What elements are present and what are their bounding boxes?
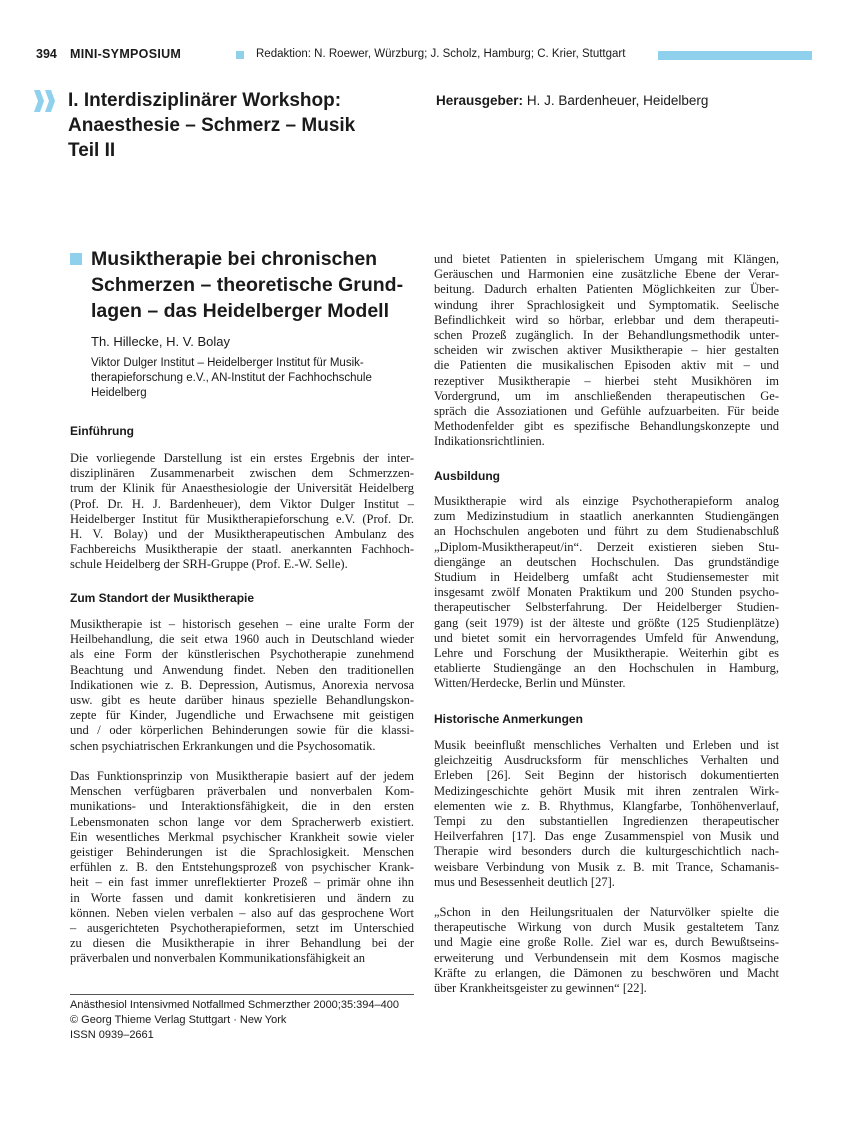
- text-line: H. V. Bolay) und der Musiktherapeutischen Ambulanz des: [70, 527, 414, 542]
- text-line: Beachtung und Anwendung findet. Neben den traditionellen: [70, 662, 414, 677]
- paragraph-historisch-quote: [434, 905, 779, 996]
- heading-historische-anmerkungen: Historische Anmerkungen: [434, 712, 583, 726]
- text-line: windung ihrer Sprachlosigkeit und Symptomatik. Seelische: [434, 297, 779, 312]
- text-line: insgesamt zwölf Monaten Praktikum und 200 Stunden psycho-: [434, 585, 779, 600]
- text-line: geistiger Behinderungen ist die Sprachlosigkeit. Menschen: [70, 845, 414, 860]
- text-line: gleichzeitig Ausdrucksform für menschliches Verhalten und: [434, 753, 779, 768]
- paragraph-ausbildung: [434, 494, 779, 692]
- paragraph-standort-continued: [434, 252, 779, 450]
- text-line: disziplinären Zusammenarbeit zwischen dem Schmerzzen-: [70, 466, 414, 481]
- text-line: elementen wie z. B. Rhythmus, Klangfarbe, Tonhöhenverlauf,: [434, 798, 779, 813]
- text-line: Menschen verfügbaren präverbalen und nonverbalen Kom-: [70, 784, 414, 799]
- text-line: diengänge an deutschen Hochschulen. Das grundständige: [434, 554, 779, 569]
- text-line: erweiterung und Verbundensein mit dem Kosmos magische: [434, 950, 779, 965]
- text-line: trum der Klinik für Anaesthesiologie der Universität Heidelberg: [70, 481, 414, 496]
- text-line: weisbare Verbindung von Musik z. B. mit Trance, Schamanis-: [434, 859, 779, 874]
- paragraph-einfuehrung: [70, 451, 414, 573]
- text-line: zu diesen die Musiktherapie in ihrer Behandlung bei der: [70, 936, 414, 951]
- text-line: die Patienten die musikalischen Episoden aktiv mit – und: [434, 358, 779, 373]
- text-line: und Magie eine große Rolle. Ziel war es, durch Bewußtseins-: [434, 935, 779, 950]
- text-line: Musik beeinflußt menschliches Verhalten und Erleben und ist: [434, 738, 779, 752]
- heading-ausbildung: Ausbildung: [434, 469, 500, 483]
- text-line: erfühlen z. B. den Entstehungsprozeß von psychischer Krank-: [70, 860, 414, 875]
- affiliation-line: therapieforschung e.V., AN-Institut der Fachhochschule: [91, 372, 372, 384]
- article-authors: Th. Hillecke, H. V. Bolay: [91, 334, 230, 349]
- text-line: scheiden wir zwischen aktiver Musiktherapie – hier gestalten: [434, 343, 779, 358]
- text-line: als eine Form der künstlerischen Psychotherapie zunehmend: [70, 647, 414, 662]
- text-line: usw. gibt es heute darüber hinaus spezielle Behandlungskon-: [70, 693, 414, 708]
- text-line: Die vorliegende Darstellung ist ein erstes Ergebnis der inter-: [70, 451, 414, 465]
- text-line: Witten/Herdecke, Berlin und Münster.: [434, 676, 626, 691]
- text-line: Ein wesentliches Merkmal psychischer Krankheit sowie vieler: [70, 829, 414, 844]
- text-line: Heilverfahren [17]. Das enge Zusammenspiel von Musik und: [434, 829, 779, 844]
- text-line: präverbalen und nonverbalen Kommunikationsfähigkeit an: [70, 951, 366, 966]
- publisher-value: H. J. Bardenheuer, Heidelberg: [526, 93, 709, 108]
- editors-line: Redaktion: N. Roewer, Würzburg; J. Scholz, Hamburg; C. Krier, Stuttgart: [256, 48, 626, 60]
- text-line: – ausgerichteten Psychotherapieformen, setzt im Unterschied: [70, 921, 414, 936]
- header-square-marker: [236, 51, 244, 59]
- text-line: an Hochschulen angeboten und führt zu dem Studienabschluß: [434, 524, 779, 539]
- header-accent-bar: [658, 51, 812, 60]
- article-square-marker: [70, 253, 82, 265]
- article-title: [91, 246, 421, 324]
- text-line: schule Heidelberg der SRH-Gruppe (Prof. E.-W. Selle).: [70, 557, 348, 572]
- article-title-line: lagen – das Heidelberger Modell: [91, 300, 390, 322]
- text-line: Heilbehandlung, die seit etwa 1960 auch in Deutschland wieder: [70, 632, 414, 647]
- workshop-title-line: Teil II: [68, 140, 116, 161]
- text-line: Medizingeschichte gehört Musik mit ihren zentralen Wirk-: [434, 783, 779, 798]
- text-line: mus und Besessenheit deutlich [27].: [434, 874, 615, 889]
- text-line: gang (seit 1979) ist der älteste und größte (125 Studienplätze): [434, 615, 779, 630]
- text-line: Indikationen wie z. B. Depression, Autismus, Anorexia nervosa: [70, 677, 414, 692]
- text-line: Geräuschen und Harmonien eine zusätzliche Ebene der Verar-: [434, 267, 779, 282]
- text-line: über Krankheitsgeister zu gewinnen“ [22].: [434, 981, 647, 996]
- text-line: Vordergrund, um im anschließenden therapeutischen Ge-: [434, 388, 779, 403]
- publisher-line: [436, 93, 708, 108]
- text-line: Erleben [26]. Seit Beginn der historisch dokumentierten: [434, 768, 779, 783]
- text-line: munikations- und Interaktionsfähigkeit, die in den ersten: [70, 799, 414, 814]
- citation-line: ISSN 0939–2661: [70, 1029, 154, 1041]
- text-line: Befindlichkeit wird so hörbar, erlebbar und dem therapeuti-: [434, 312, 779, 327]
- section-label: MINI-SYMPOSIUM: [70, 47, 182, 61]
- text-line: Methodenfelder gibt es spezifische Behandlungskonzepte und: [434, 419, 779, 434]
- text-line: und / oder körperlichen Behinderungen sowie für die klassi-: [70, 723, 414, 738]
- text-line: rezeptiver Musiktherapie – hierbei steht Musikhören im: [434, 373, 779, 388]
- affiliation-line: Heidelberg: [91, 387, 147, 399]
- journal-citation: [70, 998, 399, 1043]
- text-line: Lebensmonaten schon lange vor dem Spracherwerb existiert.: [70, 814, 414, 829]
- text-line: zepte für Kinder, Jugendliche und Erwachsene mit geistigen: [70, 708, 414, 723]
- text-line: beitung. Dadurch erhalten Patienten Möglichkeiten zur Über-: [434, 282, 779, 297]
- page-number: 394: [36, 47, 57, 61]
- text-line: Studium in Heidelberg umfaßt acht Studiensemester mit: [434, 570, 779, 585]
- paragraph-standort-1: [70, 617, 414, 754]
- text-line: Kräfte zu erlangen, die Dämonen zu beschwören und Macht: [434, 965, 779, 980]
- article-affiliation: [91, 356, 411, 401]
- text-line: Musiktherapie wird als einzige Psychotherapieform analog: [434, 494, 779, 508]
- text-line: therapeutischer Selbsterfahrung. Der Heidelberger Studien-: [434, 600, 779, 615]
- workshop-title: [68, 88, 408, 163]
- text-line: etablierte Studiengänge an den Hochschulen in Hamburg,: [434, 661, 779, 676]
- text-line: Das Funktionsprinzip von Musiktherapie basiert auf der jedem: [70, 769, 414, 783]
- footer-rule: [70, 994, 414, 995]
- affiliation-line: Viktor Dulger Institut – Heidelberger Institut für Musik-: [91, 357, 364, 369]
- text-line: und bietet somit ein hervorragendes Umfeld für Anwendung,: [434, 630, 779, 645]
- text-line: Therapie wird besonders durch die kulturgeschichtlich nach-: [434, 844, 779, 859]
- text-line: schen Prozeß zugänglich. In der Behandlungsmethodik unter-: [434, 328, 779, 343]
- text-line: „Diplom-Musiktherapeut/in“. Derzeit existieren sieben Stu-: [434, 539, 779, 554]
- article-title-line: Musiktherapie bei chronischen: [91, 248, 378, 270]
- article-title-line: Schmerzen – theoretische Grund-: [91, 274, 404, 296]
- text-line: Musiktherapie ist – historisch gesehen – eine uralte Form der: [70, 617, 414, 631]
- text-line: und bietet Patienten in spielerischem Umgang mit Klängen,: [434, 252, 779, 266]
- workshop-title-line: Anaesthesie – Schmerz – Musik: [68, 115, 356, 136]
- text-line: (Prof. Dr. H. J. Bardenheuer), dem Viktor Dulger Institut –: [70, 496, 414, 511]
- workshop-title-line: I. Interdisziplinärer Workshop:: [68, 90, 342, 111]
- citation-line: © Georg Thieme Verlag Stuttgart · New York: [70, 1014, 287, 1026]
- text-line: „Schon in den Heilungsritualen der Naturvölker spielte die: [434, 905, 779, 919]
- running-header: [36, 47, 776, 65]
- text-line: zum Medizinstudium in staatlich anerkannten Studiengängen: [434, 509, 779, 524]
- citation-line: Anästhesiol Intensivmed Notfallmed Schmerzther 2000;35:394–400: [70, 999, 399, 1011]
- text-line: können. Neben vielen verbalen – also auf das gesprochene Wort: [70, 905, 414, 920]
- text-line: Fachbereichs Musiktherapie der staatl. anerkannten Fachhoch-: [70, 542, 414, 557]
- text-line: Indikationsrichtlinien.: [434, 434, 545, 449]
- paragraph-historisch-1: [434, 738, 779, 890]
- paragraph-standort-2: [70, 769, 414, 967]
- heading-einfuehrung: Einführung: [70, 424, 134, 438]
- text-line: spräch die Assoziationen und Gefühle aufzuarbeiten. Für beide: [434, 404, 779, 419]
- publisher-label: Herausgeber:: [436, 93, 524, 108]
- text-line: Lehre und Forschung der Musiktherapie. Weiterhin gibt es: [434, 646, 779, 661]
- text-line: in Worte fassen und damit konkretisieren und ändern zu: [70, 890, 414, 905]
- text-line: heit – ein fast immer unreflektierter Prozeß – primär ohne ihn: [70, 875, 414, 890]
- text-line: therapeutische Wirkung von durch Musik gestaltetem Tanz: [434, 920, 779, 935]
- text-line: schen psychiatrischen Erkrankungen und die Psychosomatik.: [70, 738, 376, 753]
- heading-standort: Zum Standort der Musiktherapie: [70, 591, 255, 605]
- double-chevron-icon: [34, 90, 56, 117]
- text-line: Heidelberger Institut für Musiktherapieforschung e.V. (Prof. Dr.: [70, 511, 414, 526]
- text-line: Tempi zu den substantiellen Ingredienzen therapeutischer: [434, 814, 779, 829]
